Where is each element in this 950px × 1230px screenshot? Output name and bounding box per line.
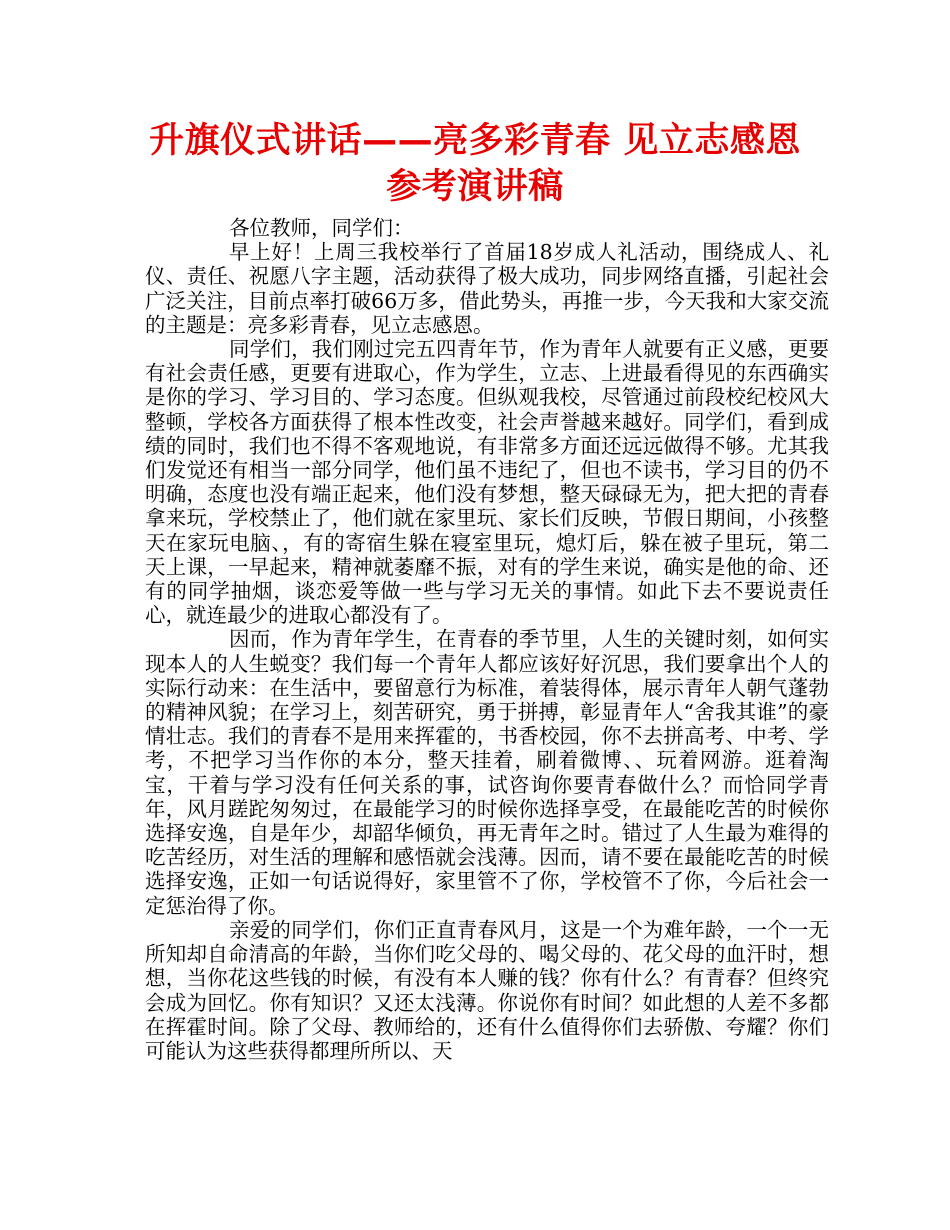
paragraph-1: 早上好！上周三我校举行了首届18岁成人礼活动，围绕成人、礼仪、责任、祝愿八字主题，活动获得了极大成功，同步网络直播，引起社会广泛关注，目前点率打破66万多，借此势头，再推一步，今天我和大家交流的主题是：亮多彩青春，见立志感恩。 <box>145 240 829 337</box>
paragraph-3: 因而，作为青年学生，在青春的季节里，人生的关键时刻，如何实现本人的人生蜕变？我们每一个青年人都应该好好沉思，我们要拿出个人的实际行动来：在生活中，要留意行为标准，着装得体，展示青年人朝气蓬勃的精神风貌；在学习上，刻苦研究，勇于拼搏，彰显青年人“舍我其谁”的豪情壮志。我们的青春不是用来挥霍的，书香校园，你不去拼高考、中考、学考，不把学习当作你的本分，整天挂着，刷着微博、、玩着网游。逛着淘宝，干着与学习没有任何关系的事，试咨询你要青春做什么？而恰同学青年，风月蹉跎匆匆过，在最能学习的时候你选择享受，在最能吃苦的时候你选择安逸，自是年少，却韶华倾负，再无青年之时。错过了人生最为难得的吃苦经历，对生活的理解和感悟就会浅薄。因而，请不要在最能吃苦的时候选择安逸，正如一句话说得好，家里管不了你，学校管不了你，今后社会一定惩治得了你。 <box>145 627 829 918</box>
document-title <box>130 118 820 210</box>
document-body <box>145 216 829 1063</box>
title-line-2: 参考演讲稿 <box>386 167 564 207</box>
salutation: 各位教师，同学们： <box>229 216 414 240</box>
paragraph-2: 同学们，我们刚过完五四青年节，作为青年人就要有正义感，更要有社会责任感，更要有进取心，作为学生，立志、上进最看得见的东西确实是你的学习、学习目的、学习态度。但纵观我校，尽管通过前段校纪校风大整顿，学校各方面获得了根本性改变，社会声誉越来越好。同学们，看到成绩的同时，我们也不得不客观地说，有非常多方面还远远做得不够。尤其我们发觉还有相当一部分同学，他们虽不违纪了，但也不读书，学习目的仍不明确，态度也没有端正起来，他们没有梦想，整天碌碌无为，把大把的青春拿来玩，学校禁止了，他们就在家里玩、家长们反映，节假日期间，小孩整天在家玩电脑、，有的寄宿生躲在寝室里玩，熄灯后，躲在被子里玩，第二天上课，一早起来，精神就萎靡不振，对有的学生来说，确实是他的命、还有的同学抽烟，谈恋爱等做一些与学习无关的事情。如此下去不要说责任心，就连最少的进取心都没有了。 <box>145 337 829 628</box>
title-line-1: 升旗仪式讲话——亮多彩青春 见立志感恩 <box>149 121 801 161</box>
paragraph-4: 亲爱的同学们，你们正直青春风月，这是一个为难年龄，一个一无所知却自命清高的年龄，当你们吃父母的、喝父母的、花父母的血汗时，想想，当你花这些钱的时候，有没有本人赚的钱？你有什么？有青春？但终究会成为回忆。你有知识？又还太浅薄。你说你有时间？如此想的人差不多都在挥霍时间。除了父母、教师给的，还有什么值得你们去骄傲、夸耀？你们可能认为这些获得都理所所以、天 <box>145 917 829 1063</box>
